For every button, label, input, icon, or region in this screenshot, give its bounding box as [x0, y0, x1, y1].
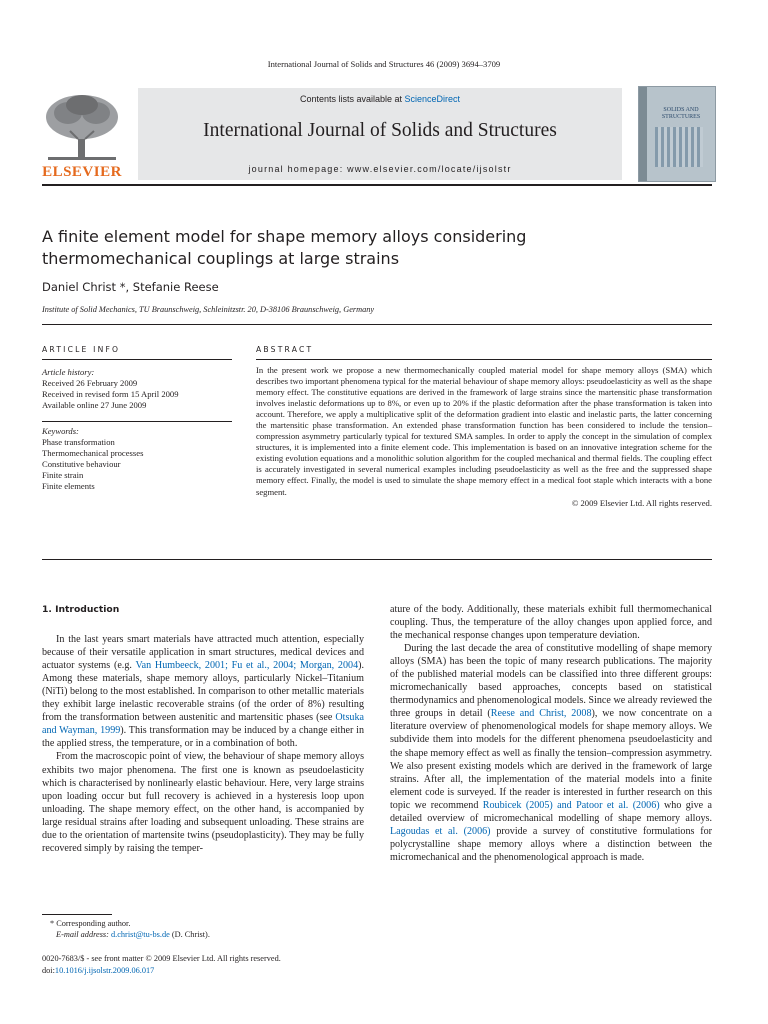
history-received: Received 26 February 2009 — [42, 378, 138, 388]
paragraph-text: provide a survey of constitutive formulations for polycrystalline shape memory alloys where a distinction between the micromechanical and the phenomenological approach is made. — [390, 825, 712, 863]
paragraph-text: In the last years smart materials have attracted much attention, especially because of their versatile application in smart structures, medical devices and actuator systems (e.g. — [42, 634, 364, 672]
doi-link[interactable]: 10.1016/j.ijsolstr.2009.06.017 — [54, 965, 155, 975]
article-history — [42, 367, 232, 411]
article-info-rule — [42, 359, 232, 360]
keyword-item: Phase transformation — [42, 437, 115, 447]
paragraph: ature of the body. Additionally, these materials exhibit full thermomechanical coupling. Thus, the temperature of the alloy changes upon applied force, and the mechanical response changes upon temperature deviation. — [390, 604, 712, 642]
paragraph-text: ). This transformation may be induced by a change either in the applied stress, the temperature, or in a combination of both. — [42, 725, 364, 750]
running-head: International Journal of Solids and Structures 46 (2009) 3694–3709 — [267, 59, 501, 69]
abstract-copyright: © 2009 Elsevier Ltd. All rights reserved. — [571, 497, 712, 508]
citation-link[interactable]: Roubicek (2005) and Patoor et al. (2006) — [482, 799, 660, 811]
contents-prefix: Contents lists available at — [299, 94, 405, 104]
paragraph-text: ). Among these materials, shape memory alloys, particularly Nickel–Titanium (NiTi) belong to the most established. In comparison to other metallic materials they exhibit large inelastic recoverable strains (of the order of 8%) resulting from the transformation between austenitic and martensitic phases (see — [42, 660, 365, 724]
cover-figure — [655, 127, 703, 167]
article-title — [42, 226, 722, 270]
email-line — [42, 929, 364, 940]
corresponding-author: * Corresponding author. — [50, 919, 131, 928]
body-right-column — [390, 603, 712, 864]
article-info-heading: ARTICLE INFO — [42, 345, 121, 354]
publisher-logo-text: ELSEVIER — [42, 164, 122, 180]
issn-line: 0020-7683/$ - see front matter © 2009 Elsevier Ltd. All rights reserved. — [42, 954, 281, 963]
sciencedirect-link[interactable]: ScienceDirect — [404, 94, 461, 104]
paragraph — [390, 642, 712, 864]
journal-homepage-link[interactable]: journal homepage: www.elsevier.com/locate/ijsolstr — [248, 164, 512, 174]
paragraph-text: During the last decade the area of constitutive modelling of shape memory alloys (SMA) has been the topic of many research publications. The majority of the published material models can be classified into three different groups: micromechanically based approaches, concepts based on statistical thermodynamics and phenomenological models. Since we already reviewed the three groups in detail ( — [390, 643, 712, 720]
front-matter — [42, 953, 382, 976]
footnote-rule — [42, 914, 112, 915]
keywords-label: Keywords: — [42, 426, 79, 436]
citation-link[interactable]: Van Humbeeck, 2001; Fu et al., 2004; Morgan, 2004 — [135, 660, 359, 672]
email-link[interactable]: d.christ@tu-bs.de — [111, 930, 170, 939]
paragraph-text: who give a detailed overview of micromechanical modelling of shape memory alloys. — [390, 799, 713, 824]
abstract-rule — [256, 359, 712, 360]
paragraph-text: ), we now concentrate on a literature overview of phenomenological models for shape memory alloys. We subdivide them into models for the different phenomena pseudoelasticity and the shape memory effect as well as finally the tension–compression asymmetry. We also present existing models which are derived in the framework of large strains. After all, the implementation of the material models into a finite element code is surveyed. If the reader is interested in further research on this topic we recommend — [390, 708, 712, 811]
abstract-heading: ABSTRACT — [256, 345, 314, 354]
history-label: Article history: — [42, 367, 95, 377]
doi-line — [42, 965, 382, 977]
contents-line — [138, 94, 622, 104]
keyword-item: Constitutive behaviour — [42, 459, 121, 469]
citation-link[interactable]: Lagoudas et al. (2006) — [390, 825, 491, 837]
citation-link[interactable]: Reese and Christ, 2008 — [490, 708, 592, 720]
section-title: 1. Introduction — [42, 604, 120, 615]
abstract-text: In the present work we propose a new thermomechanically coupled material model for shape memory alloys (SMA) which describes two important phenomena typical for the material behaviour of shape memory alloys: pseudoelasticity as well as the shape memory effect. The constitutive equations are derived in the framework of large strains since the martensitic phase transformation involves inelastic deformations up to 8%, or even up to 20% if the plastic deformation after the phase transformation is taken into account. Therefore, we apply a multiplicative split of the deformation gradient into elastic and inelastic parts, the latter concerning the martensitic phase transformation. An extended phase transformation function has been considered to include the tension–compression asymmetry particularly typical for textured SMA samples. In order to apply the concept in the simulation of complex structures, it is implemented into a finite element code. This implementation is based on an innovative integration scheme for the existing evolution equations and a monolithic solution algorithm for the coupled mechanical and thermal fields. The coupling effect is accurately investigated in several numerical examples including pseudoelasticity as well as the free and the suppressed shape memory effect. Finally, the model is used to simulate the shape memory effect in a medical foot staple which interacts with a bone segment. — [256, 365, 712, 497]
article-title-line1: A finite element model for shape memory alloys considering — [42, 227, 527, 246]
paragraph — [42, 633, 364, 750]
abstract-bottom-rule — [42, 559, 712, 560]
keyword-item: Thermomechanical processes — [42, 448, 144, 458]
article-title-line2: thermomechanical couplings at large strains — [42, 249, 400, 268]
history-revised: Received in revised form 15 April 2009 — [42, 389, 179, 399]
citation-link[interactable]: Otsuka and Wayman, 1999 — [42, 712, 364, 737]
footnote — [42, 918, 364, 940]
cover-spine — [639, 87, 647, 181]
history-online: Available online 27 June 2009 — [42, 400, 147, 410]
doi-prefix: doi: — [42, 965, 55, 975]
authors: Daniel Christ *, Stefanie Reese — [42, 280, 219, 294]
journal-title: International Journal of Solids and Structures — [203, 120, 557, 141]
title-rule — [42, 324, 712, 325]
abstract-body — [256, 365, 712, 509]
email-label: E-mail address: — [56, 930, 111, 939]
journal-cover-icon[interactable] — [638, 86, 716, 182]
cover-title: SOLIDS AND STRUCTURES — [661, 107, 701, 120]
keywords-rule — [42, 421, 232, 422]
body-left-column — [42, 603, 364, 855]
header-rule — [42, 184, 712, 186]
keyword-item: Finite strain — [42, 470, 84, 480]
keywords — [42, 426, 232, 492]
paragraph: From the macroscopic point of view, the behaviour of shape memory alloys exhibits two major phenomena. The first one is known as pseudoelasticity which is characterised by nonlinearly elastic behaviour. Here, very large strains upon loading occur but full recovery is achieved in a hysteresis loop upon unloading. The shape memory effect, on the other hand, is accompanied by large residual strains after loading and subsequent unloading. These strains are due to the orientation of martensite twins (pseudoplasticity). They may be fully recovered simply by raising the temper- — [42, 751, 364, 854]
email-suffix: (D. Christ). — [169, 930, 210, 939]
keyword-item: Finite elements — [42, 481, 95, 491]
affiliation: Institute of Solid Mechanics, TU Braunschweig, Schleinitzstr. 20, D-38106 Braunschweig, Germany — [42, 305, 375, 314]
